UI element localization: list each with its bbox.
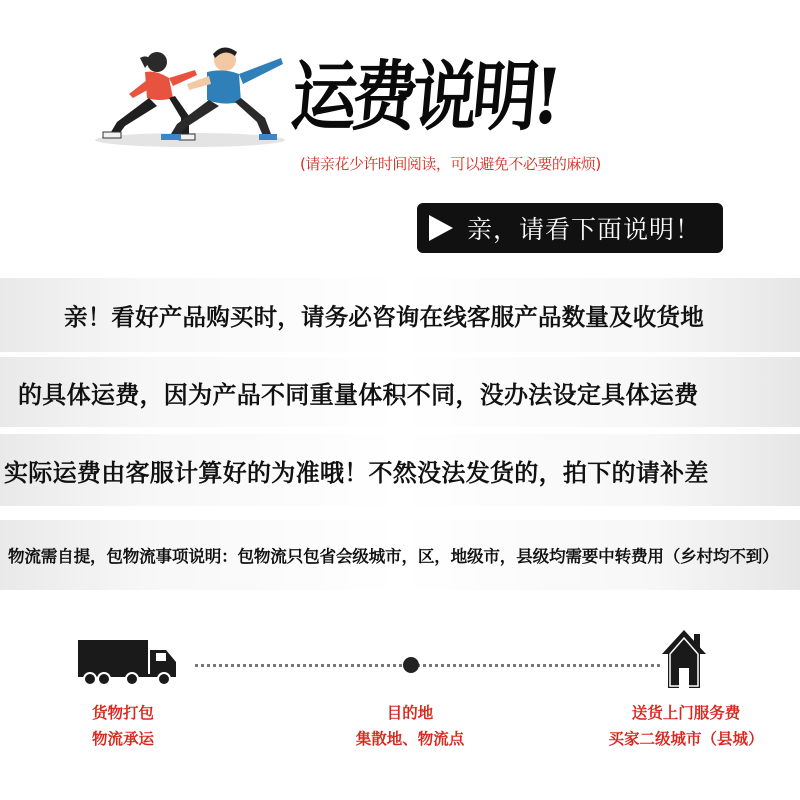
flow-stage-origin: [68, 700, 178, 752]
flow-stage-line: 买家二级城市（县城）: [608, 730, 764, 748]
running-couple-illustration: [95, 40, 290, 150]
play-triangle-icon: [429, 215, 453, 241]
notice-strip: [0, 434, 800, 506]
flow-stage-line: 物流承运: [91, 730, 154, 748]
flow-stage-line: 目的地: [386, 704, 434, 722]
read-below-banner: [417, 203, 723, 253]
flow-stage-line: 货物打包: [91, 704, 154, 722]
flow-stage-delivery: [606, 700, 766, 752]
house-icon: [660, 628, 708, 690]
destination-dot: [403, 657, 419, 673]
flow-stage-destination: [345, 700, 475, 752]
notice-strip: [0, 357, 800, 427]
page-subtitle: (请亲花少许时间阅读，可以避免不必要的麻烦): [300, 155, 601, 173]
flow-stage-line: 集散地、物流点: [355, 730, 465, 748]
flow-stage-line: 送货上门服务费: [631, 704, 741, 722]
logistics-notice-text: 物流需自提，包物流事项说明：包物流只包省会级城市，区，地级市，县级均需要中转费用（乡村均不到）: [8, 547, 779, 566]
notice-text: 的具体运费，因为产品不同重量体积不同，没办法设定具体运费: [18, 380, 699, 409]
truck-icon: [78, 640, 178, 686]
notice-strip: [0, 278, 800, 352]
notice-text: 亲！看好产品购买时，请务必咨询在线客服产品数量及收货地: [64, 303, 704, 331]
read-below-label: 亲，请看下面说明！: [467, 215, 702, 244]
logistics-notice-strip: [0, 520, 800, 590]
page-title: 运费说明!: [288, 52, 561, 141]
flow-dotted-line: [195, 664, 660, 667]
notice-text: 实际运费由客服计算好的为准哦！不然没法发货的，拍下的请补差: [4, 458, 709, 487]
